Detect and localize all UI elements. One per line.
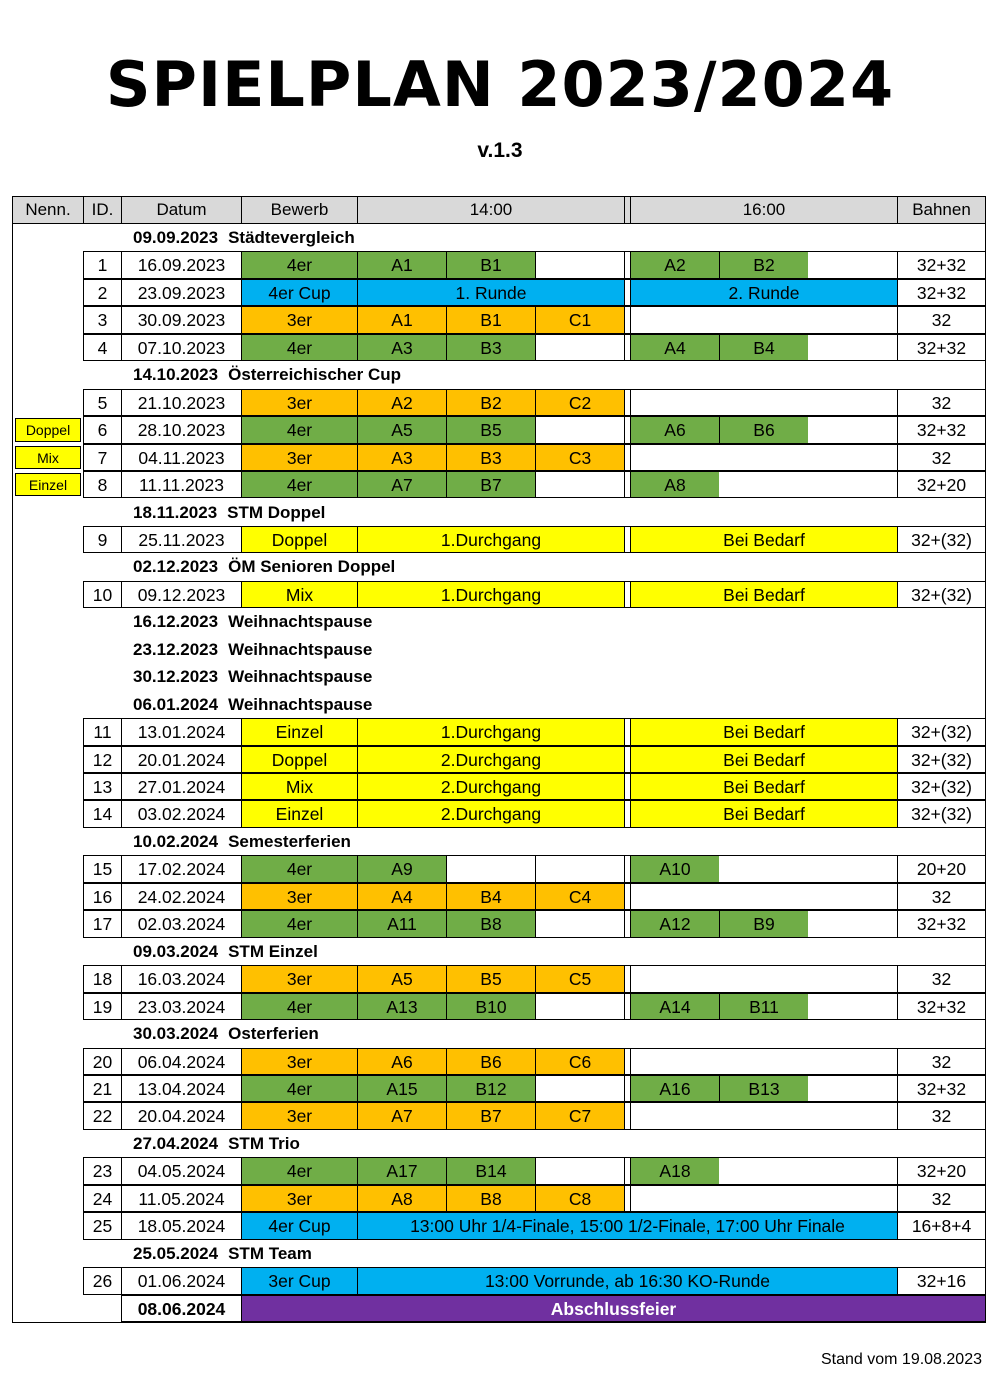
event-row <box>133 553 395 580</box>
event-row <box>133 828 351 855</box>
event-name: Weihnachtspause <box>228 639 373 659</box>
header-bewerb: Bewerb <box>241 197 357 224</box>
game-bewerb: 4er <box>241 1075 357 1102</box>
slot-1400: B1 <box>446 251 535 278</box>
game-bahnen: 32 <box>897 1048 985 1075</box>
game-bewerb: 3er <box>241 389 357 416</box>
game-bewerb: Mix <box>241 773 357 800</box>
game-date: 28.10.2023 <box>121 416 241 443</box>
game-id: 16 <box>83 883 121 910</box>
event-name: Weihnachtspause <box>228 694 373 714</box>
game-date: 21.10.2023 <box>121 389 241 416</box>
game-id: 25 <box>83 1212 121 1239</box>
slot-1400: C8 <box>535 1185 624 1212</box>
slot-1600: A4 <box>630 334 719 361</box>
game-id: 11 <box>83 718 121 745</box>
game-id: 5 <box>83 389 121 416</box>
game-bahnen: 32+(32) <box>897 800 985 827</box>
slot-1400-span: 1. Runde <box>357 279 624 306</box>
slot-1400: A9 <box>357 855 446 882</box>
slot-1600 <box>630 1102 719 1129</box>
game-id: 20 <box>83 1048 121 1075</box>
slot-1400: B3 <box>446 334 535 361</box>
slot-1600 <box>808 965 897 992</box>
game-date: 25.11.2023 <box>121 526 241 553</box>
event-date: 09.03.2024 <box>133 941 219 961</box>
slot-1600 <box>630 1185 719 1212</box>
nenn-badge: Doppel <box>15 418 81 441</box>
event-name: Weihnachtspause <box>228 667 373 687</box>
game-bahnen: 32+32 <box>897 1075 985 1102</box>
slot-1600: A12 <box>630 910 719 937</box>
game-bahnen: 32+(32) <box>897 773 985 800</box>
game-id: 26 <box>83 1267 121 1294</box>
game-bewerb: 4er <box>241 416 357 443</box>
slot-1400: B7 <box>446 1102 535 1129</box>
event-name: Osterferien <box>228 1024 319 1044</box>
game-id: 7 <box>83 444 121 471</box>
header-bahnen: Bahnen <box>897 197 985 224</box>
event-date: 16.12.2023 <box>133 612 219 632</box>
game-bahnen: 32 <box>897 444 985 471</box>
slot-1600 <box>808 1185 897 1212</box>
version-label: v.1.3 <box>477 139 523 162</box>
game-bahnen: 32 <box>897 1102 985 1129</box>
event-name: STM Doppel <box>227 502 326 522</box>
slot-1400: A4 <box>357 883 446 910</box>
game-id: 15 <box>83 855 121 882</box>
slot-1600: A14 <box>630 993 719 1020</box>
game-bewerb: 4er <box>241 334 357 361</box>
game-bahnen: 32+32 <box>897 279 985 306</box>
slot-1600 <box>719 965 808 992</box>
slot-1600: B13 <box>719 1075 808 1102</box>
slot-1600: A2 <box>630 251 719 278</box>
game-date: 30.09.2023 <box>121 306 241 333</box>
event-date: 18.11.2023 <box>133 502 218 522</box>
game-date: 18.05.2024 <box>121 1212 241 1239</box>
slot-1600 <box>808 883 897 910</box>
slot-1400: B5 <box>446 416 535 443</box>
game-bewerb: 3er <box>241 883 357 910</box>
slot-1400: A7 <box>357 471 446 498</box>
slot-1400 <box>535 1075 624 1102</box>
game-date: 16.03.2024 <box>121 965 241 992</box>
slot-1400: B6 <box>446 1048 535 1075</box>
game-bahnen: 16+8+4 <box>897 1212 985 1239</box>
game-bahnen: 32+(32) <box>897 526 985 553</box>
slot-1400 <box>446 855 535 882</box>
slot-1600: B2 <box>719 251 808 278</box>
game-date: 11.11.2023 <box>121 471 241 498</box>
game-id: 1 <box>83 251 121 278</box>
slot-1600 <box>719 1157 808 1184</box>
slot-1600 <box>808 416 897 443</box>
slot-1400: A7 <box>357 1102 446 1129</box>
event-row <box>133 499 325 526</box>
event-row <box>133 636 372 663</box>
slot-1600 <box>719 1185 808 1212</box>
slot-1400-span: 2.Durchgang <box>357 746 624 773</box>
status-date: Stand vom 19.08.2023 <box>820 1351 982 1368</box>
slot-1400: A3 <box>357 444 446 471</box>
slot-1400: A2 <box>357 389 446 416</box>
slot-1600-span: Bei Bedarf <box>630 746 897 773</box>
game-date: 09.12.2023 <box>121 581 241 608</box>
slot-1400: C5 <box>535 965 624 992</box>
nenn-badge: Mix <box>15 446 81 469</box>
slot-1400 <box>535 1157 624 1184</box>
slot-1400: B5 <box>446 965 535 992</box>
slot-1400-span: 1.Durchgang <box>357 581 624 608</box>
game-id: 21 <box>83 1075 121 1102</box>
slot-1600 <box>630 389 719 416</box>
game-bahnen: 32+(32) <box>897 718 985 745</box>
game-id: 3 <box>83 306 121 333</box>
game-id: 19 <box>83 993 121 1020</box>
final-date: 08.06.2024 <box>121 1295 241 1322</box>
slot-1600 <box>808 306 897 333</box>
game-bewerb: 3er <box>241 306 357 333</box>
game-date: 04.11.2023 <box>121 444 241 471</box>
game-date: 24.02.2024 <box>121 883 241 910</box>
game-bahnen: 32 <box>897 306 985 333</box>
slot-1400: B1 <box>446 306 535 333</box>
slot-1400: A11 <box>357 910 446 937</box>
slot-1400: B8 <box>446 910 535 937</box>
slot-1400-span: 2.Durchgang <box>357 773 624 800</box>
game-bewerb: Einzel <box>241 718 357 745</box>
game-date: 27.01.2024 <box>121 773 241 800</box>
slot-1600 <box>630 965 719 992</box>
game-id: 13 <box>83 773 121 800</box>
slot-1400 <box>535 471 624 498</box>
slot-1600 <box>808 389 897 416</box>
slot-1400: A1 <box>357 306 446 333</box>
game-bahnen: 32 <box>897 1185 985 1212</box>
header-gap <box>624 197 630 224</box>
slot-1600 <box>808 855 897 882</box>
game-bahnen: 32 <box>897 883 985 910</box>
event-row <box>133 663 372 690</box>
slot-1400: B10 <box>446 993 535 1020</box>
slot-1400: C6 <box>535 1048 624 1075</box>
event-row <box>133 608 372 635</box>
game-date: 11.05.2024 <box>121 1185 241 1212</box>
game-bewerb: 3er Cup <box>241 1267 357 1294</box>
schedule-table <box>12 196 986 1323</box>
game-date: 20.01.2024 <box>121 746 241 773</box>
header-datum: Datum <box>121 197 241 224</box>
slot-1400: B8 <box>446 1185 535 1212</box>
game-bewerb: 4er <box>241 471 357 498</box>
slot-1600-span: Bei Bedarf <box>630 581 897 608</box>
event-date: 14.10.2023 <box>133 365 219 385</box>
game-bewerb: 3er <box>241 444 357 471</box>
slot-1600: B11 <box>719 993 808 1020</box>
slot-1600: B4 <box>719 334 808 361</box>
game-id: 17 <box>83 910 121 937</box>
slot-1600 <box>719 471 808 498</box>
game-id: 10 <box>83 581 121 608</box>
game-id: 6 <box>83 416 121 443</box>
game-bewerb: Mix <box>241 581 357 608</box>
slot-1600: A8 <box>630 471 719 498</box>
game-date: 03.02.2024 <box>121 800 241 827</box>
game-bahnen: 32+32 <box>897 416 985 443</box>
event-name: STM Trio <box>228 1133 300 1153</box>
event-name: STM Team <box>228 1243 312 1263</box>
event-date: 30.03.2024 <box>133 1024 219 1044</box>
game-bewerb: 3er <box>241 1048 357 1075</box>
slot-1400: A5 <box>357 965 446 992</box>
slot-1400 <box>535 910 624 937</box>
slot-1400: C1 <box>535 306 624 333</box>
game-bahnen: 32+(32) <box>897 746 985 773</box>
game-bahnen: 32+20 <box>897 471 985 498</box>
slot-1400 <box>535 251 624 278</box>
slot-1600 <box>630 306 719 333</box>
slot-1600: A6 <box>630 416 719 443</box>
slot-1600: B9 <box>719 910 808 937</box>
slot-1600 <box>719 389 808 416</box>
final-event: Abschlussfeier <box>241 1295 985 1322</box>
event-date: 02.12.2023 <box>133 557 219 577</box>
game-bewerb: 4er <box>241 855 357 882</box>
slot-1600 <box>719 855 808 882</box>
game-date: 16.09.2023 <box>121 251 241 278</box>
game-wide-note: 13:00 Uhr 1/4-Finale, 15:00 1/2-Finale, 17:00 Uhr Finale <box>357 1212 897 1239</box>
event-date: 10.02.2024 <box>133 831 219 851</box>
slot-1600 <box>808 1102 897 1129</box>
game-date: 23.03.2024 <box>121 993 241 1020</box>
slot-1600 <box>808 993 897 1020</box>
slot-1600 <box>808 334 897 361</box>
slot-1600: B6 <box>719 416 808 443</box>
slot-1400: C7 <box>535 1102 624 1129</box>
game-date: 13.04.2024 <box>121 1075 241 1102</box>
event-date: 23.12.2023 <box>133 639 219 659</box>
slot-1600: A18 <box>630 1157 719 1184</box>
slot-1400 <box>535 993 624 1020</box>
game-bewerb: 3er <box>241 1185 357 1212</box>
event-date: 06.01.2024 <box>133 694 219 714</box>
slot-1400: A6 <box>357 1048 446 1075</box>
event-date: 27.04.2024 <box>133 1133 219 1153</box>
game-date: 13.01.2024 <box>121 718 241 745</box>
game-bewerb: Doppel <box>241 746 357 773</box>
slot-1400: C3 <box>535 444 624 471</box>
slot-1600 <box>630 444 719 471</box>
game-date: 17.02.2024 <box>121 855 241 882</box>
game-date: 04.05.2024 <box>121 1157 241 1184</box>
slot-1600-span: Bei Bedarf <box>630 773 897 800</box>
game-id: 18 <box>83 965 121 992</box>
slot-1600 <box>719 883 808 910</box>
event-name: Weihnachtspause <box>228 612 373 632</box>
event-name: Semesterferien <box>228 831 351 851</box>
event-name: Österreichischer Cup <box>228 365 401 385</box>
game-id: 8 <box>83 471 121 498</box>
slot-1400: B7 <box>446 471 535 498</box>
event-date: 30.12.2023 <box>133 667 219 687</box>
slot-1400: B14 <box>446 1157 535 1184</box>
event-name: ÖM Senioren Doppel <box>228 557 396 577</box>
slot-1400 <box>535 855 624 882</box>
game-bahnen: 32 <box>897 965 985 992</box>
game-bewerb: 4er Cup <box>241 279 357 306</box>
slot-1600 <box>808 471 897 498</box>
slot-1400: A17 <box>357 1157 446 1184</box>
header-nenn: Nenn. <box>13 197 83 224</box>
slot-1400 <box>535 334 624 361</box>
game-date: 20.04.2024 <box>121 1102 241 1129</box>
slot-1600-span: Bei Bedarf <box>630 800 897 827</box>
slot-1600-span: Bei Bedarf <box>630 526 897 553</box>
game-id: 9 <box>83 526 121 553</box>
game-wide-note: 13:00 Vorrunde, ab 16:30 KO-Runde <box>357 1267 897 1294</box>
event-name: Städtevergleich <box>228 228 355 247</box>
game-bewerb: Einzel <box>241 800 357 827</box>
game-bahnen: 32+32 <box>897 910 985 937</box>
game-id: 22 <box>83 1102 121 1129</box>
slot-1400: A3 <box>357 334 446 361</box>
game-bahnen: 32 <box>897 389 985 416</box>
event-row <box>133 1130 300 1157</box>
game-id: 23 <box>83 1157 121 1184</box>
slot-1600 <box>719 444 808 471</box>
slot-1400: C4 <box>535 883 624 910</box>
event-row <box>133 1020 319 1047</box>
game-date: 01.06.2024 <box>121 1267 241 1294</box>
header-id: ID. <box>83 197 121 224</box>
game-bewerb: 3er <box>241 1102 357 1129</box>
slot-1600 <box>808 1157 897 1184</box>
slot-1600 <box>719 1102 808 1129</box>
slot-1400: A15 <box>357 1075 446 1102</box>
slot-1400: A13 <box>357 993 446 1020</box>
slot-1600 <box>808 1075 897 1102</box>
slot-1600 <box>630 1048 719 1075</box>
game-bewerb: 4er <box>241 910 357 937</box>
slot-1600 <box>808 251 897 278</box>
game-bahnen: 32+(32) <box>897 581 985 608</box>
game-date: 23.09.2023 <box>121 279 241 306</box>
event-date: 25.05.2024 <box>133 1243 219 1263</box>
slot-1600 <box>808 910 897 937</box>
slot-1600: A16 <box>630 1075 719 1102</box>
slot-1400: B4 <box>446 883 535 910</box>
slot-1400: B2 <box>446 389 535 416</box>
slot-1400: B3 <box>446 444 535 471</box>
event-row <box>133 361 401 388</box>
game-id: 2 <box>83 279 121 306</box>
game-bahnen: 20+20 <box>897 855 985 882</box>
event-row <box>133 1240 312 1267</box>
slot-1400: A8 <box>357 1185 446 1212</box>
slot-1600: A10 <box>630 855 719 882</box>
slot-1600 <box>719 1048 808 1075</box>
slot-1600 <box>808 1048 897 1075</box>
slot-1600 <box>808 444 897 471</box>
game-bahnen: 32+32 <box>897 251 985 278</box>
nenn-badge: Einzel <box>15 473 81 496</box>
game-date: 02.03.2024 <box>121 910 241 937</box>
slot-1400-span: 1.Durchgang <box>357 526 624 553</box>
game-bahnen: 32+32 <box>897 993 985 1020</box>
game-bewerb: 4er <box>241 1157 357 1184</box>
slot-1600 <box>630 883 719 910</box>
slot-1400-span: 2.Durchgang <box>357 800 624 827</box>
event-row <box>133 938 318 965</box>
game-bewerb: Doppel <box>241 526 357 553</box>
header-1400: 14:00 <box>357 197 624 224</box>
game-id: 12 <box>83 746 121 773</box>
slot-1600-span: Bei Bedarf <box>630 718 897 745</box>
page-title: SPIELPLAN 2023/2024 <box>105 48 895 121</box>
game-bahnen: 32+32 <box>897 334 985 361</box>
game-date: 07.10.2023 <box>121 334 241 361</box>
header-1600: 16:00 <box>630 197 897 224</box>
slot-1600-span: 2. Runde <box>630 279 897 306</box>
game-bahnen: 32+20 <box>897 1157 985 1184</box>
slot-1400: A1 <box>357 251 446 278</box>
slot-1600 <box>719 306 808 333</box>
slot-1400-span: 1.Durchgang <box>357 718 624 745</box>
event-row <box>133 224 355 251</box>
slot-1400: C2 <box>535 389 624 416</box>
game-id: 4 <box>83 334 121 361</box>
game-bewerb: 4er Cup <box>241 1212 357 1239</box>
event-name: STM Einzel <box>228 941 318 961</box>
game-date: 06.04.2024 <box>121 1048 241 1075</box>
game-bewerb: 3er <box>241 965 357 992</box>
slot-1400: B12 <box>446 1075 535 1102</box>
game-bewerb: 4er <box>241 251 357 278</box>
slot-1400: A5 <box>357 416 446 443</box>
game-bewerb: 4er <box>241 993 357 1020</box>
slot-1400 <box>535 416 624 443</box>
event-date: 09.09.2023 <box>133 228 219 247</box>
event-row <box>133 691 372 718</box>
game-id: 14 <box>83 800 121 827</box>
game-id: 24 <box>83 1185 121 1212</box>
game-bahnen: 32+16 <box>897 1267 985 1294</box>
